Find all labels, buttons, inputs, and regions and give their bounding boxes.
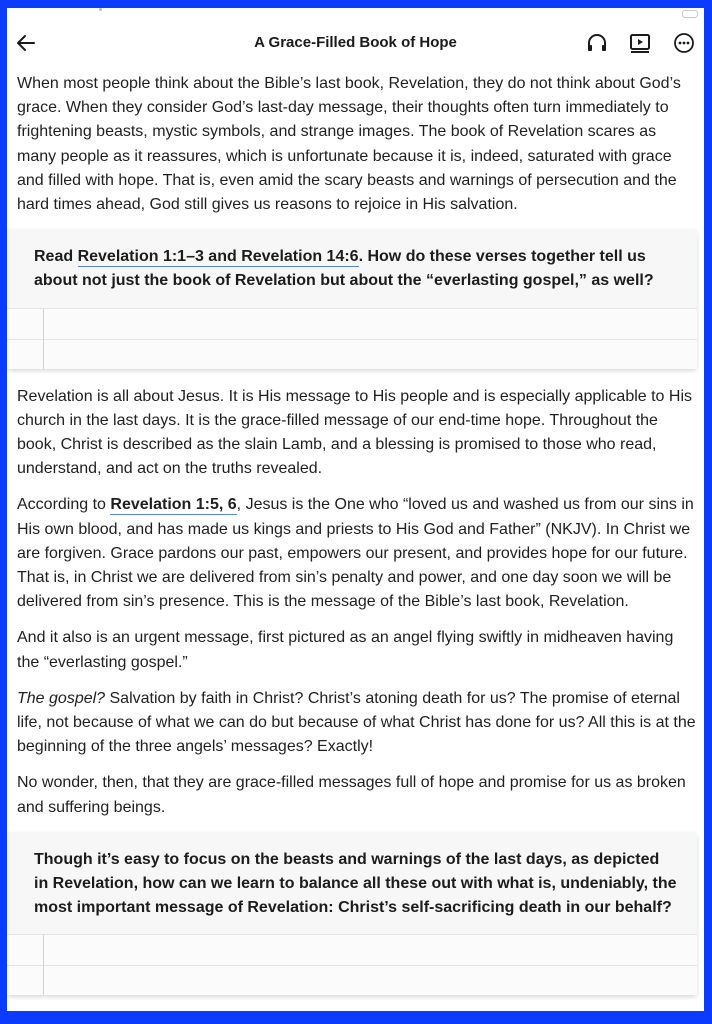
margin-line bbox=[43, 309, 44, 369]
question-suffix: . How do these verses together tell us about not just the book of Revelation but about the “everlasting gospel,” as well? bbox=[34, 248, 654, 290]
question-prefix: Read bbox=[34, 248, 78, 266]
status-dot bbox=[99, 8, 102, 11]
question-box bbox=[7, 229, 697, 368]
status-strip bbox=[7, 8, 704, 18]
body-paragraph: Revelation is all about Jesus. It is His message to His people and is especially applicable to His church in the last days. It is the grace-filled message of our end-time hope. Throughout the book, Christ is described as the slain Lamb, and a blessing is promised to those who read, understand, and act on the truths revealed. bbox=[17, 387, 693, 478]
margin-line bbox=[43, 935, 44, 995]
answer-notes-area[interactable] bbox=[7, 934, 697, 995]
body-paragraph: No wonder, then, that they are grace-filled messages full of hope and promise for us as broken and suffering beings. bbox=[17, 774, 686, 816]
video-play-icon[interactable] bbox=[628, 31, 652, 55]
more-options-icon[interactable] bbox=[672, 31, 696, 55]
headphones-icon[interactable] bbox=[585, 31, 609, 55]
discussion-question: Though it’s easy to focus on the beasts and warnings of the last days, as depicted in Revelation, how can we learn to balance all these out with what is, undeniably, the most important message of Revelation: Christ’s self-sacrificing death in our behalf? bbox=[34, 850, 677, 917]
lesson-content bbox=[17, 72, 697, 1011]
page-title: A Grace-Filled Book of Hope bbox=[254, 34, 457, 51]
answer-notes-area[interactable] bbox=[7, 308, 697, 369]
body-paragraph: And it also is an urgent message, first pictured as an angel flying swiftly in midheaven having the “everlasting gospel.” bbox=[17, 629, 674, 671]
intro-paragraph: When most people think about the Bible’s last book, Revelation, they do not think about God’s grace. When they consider God’s last-day message, their thoughts often turn immediately to frightening beasts, mystic symbols, and strange images. The book of Revelation scares as many people as it reassures, which is unfortunate because it is, indeed, saturated with grace and filled with hope. That is, even amid the scary beasts and warnings of persecution and the hard times ahead, God still gives us reasons to rejoice in His salvation. bbox=[17, 75, 681, 214]
scripture-link[interactable]: Revelation 1:5, 6 bbox=[110, 496, 237, 514]
app-window bbox=[7, 8, 704, 1011]
top-bar bbox=[7, 20, 704, 66]
text-rest: Salvation by faith in Christ? Christ’s atoning death for us? The promise of eternal life, not because of what we can do but because of what Christ has done for us? All this is at the beginning of the three angels’ messages? Exactly! bbox=[17, 689, 696, 756]
ruled-line bbox=[7, 965, 697, 966]
scripture-link[interactable]: Revelation 1:1–3 and Revelation 14:6 bbox=[77, 248, 359, 266]
body-paragraph bbox=[17, 687, 697, 760]
status-indicator bbox=[682, 10, 698, 18]
body-paragraph bbox=[17, 493, 697, 614]
discussion-box bbox=[7, 832, 697, 996]
emphasis-text: The gospel? bbox=[17, 689, 106, 707]
text-suffix: , Jesus is the One who “loved us and washed us from our sins in His own blood, and has made us kings and priests to His God and Father” (NKJV). In Christ we are forgiven. Grace pardons our past, empowers our present, and provides hope for our future. That is, in Christ we are delivered from sin’s penalty and power, and one day soon we will be delivered from sin’s presence. This is the message of the Bible’s last book, Revelation. bbox=[17, 496, 694, 611]
text-prefix: According to bbox=[17, 496, 111, 514]
question-text bbox=[7, 229, 697, 307]
ruled-line bbox=[7, 339, 697, 340]
